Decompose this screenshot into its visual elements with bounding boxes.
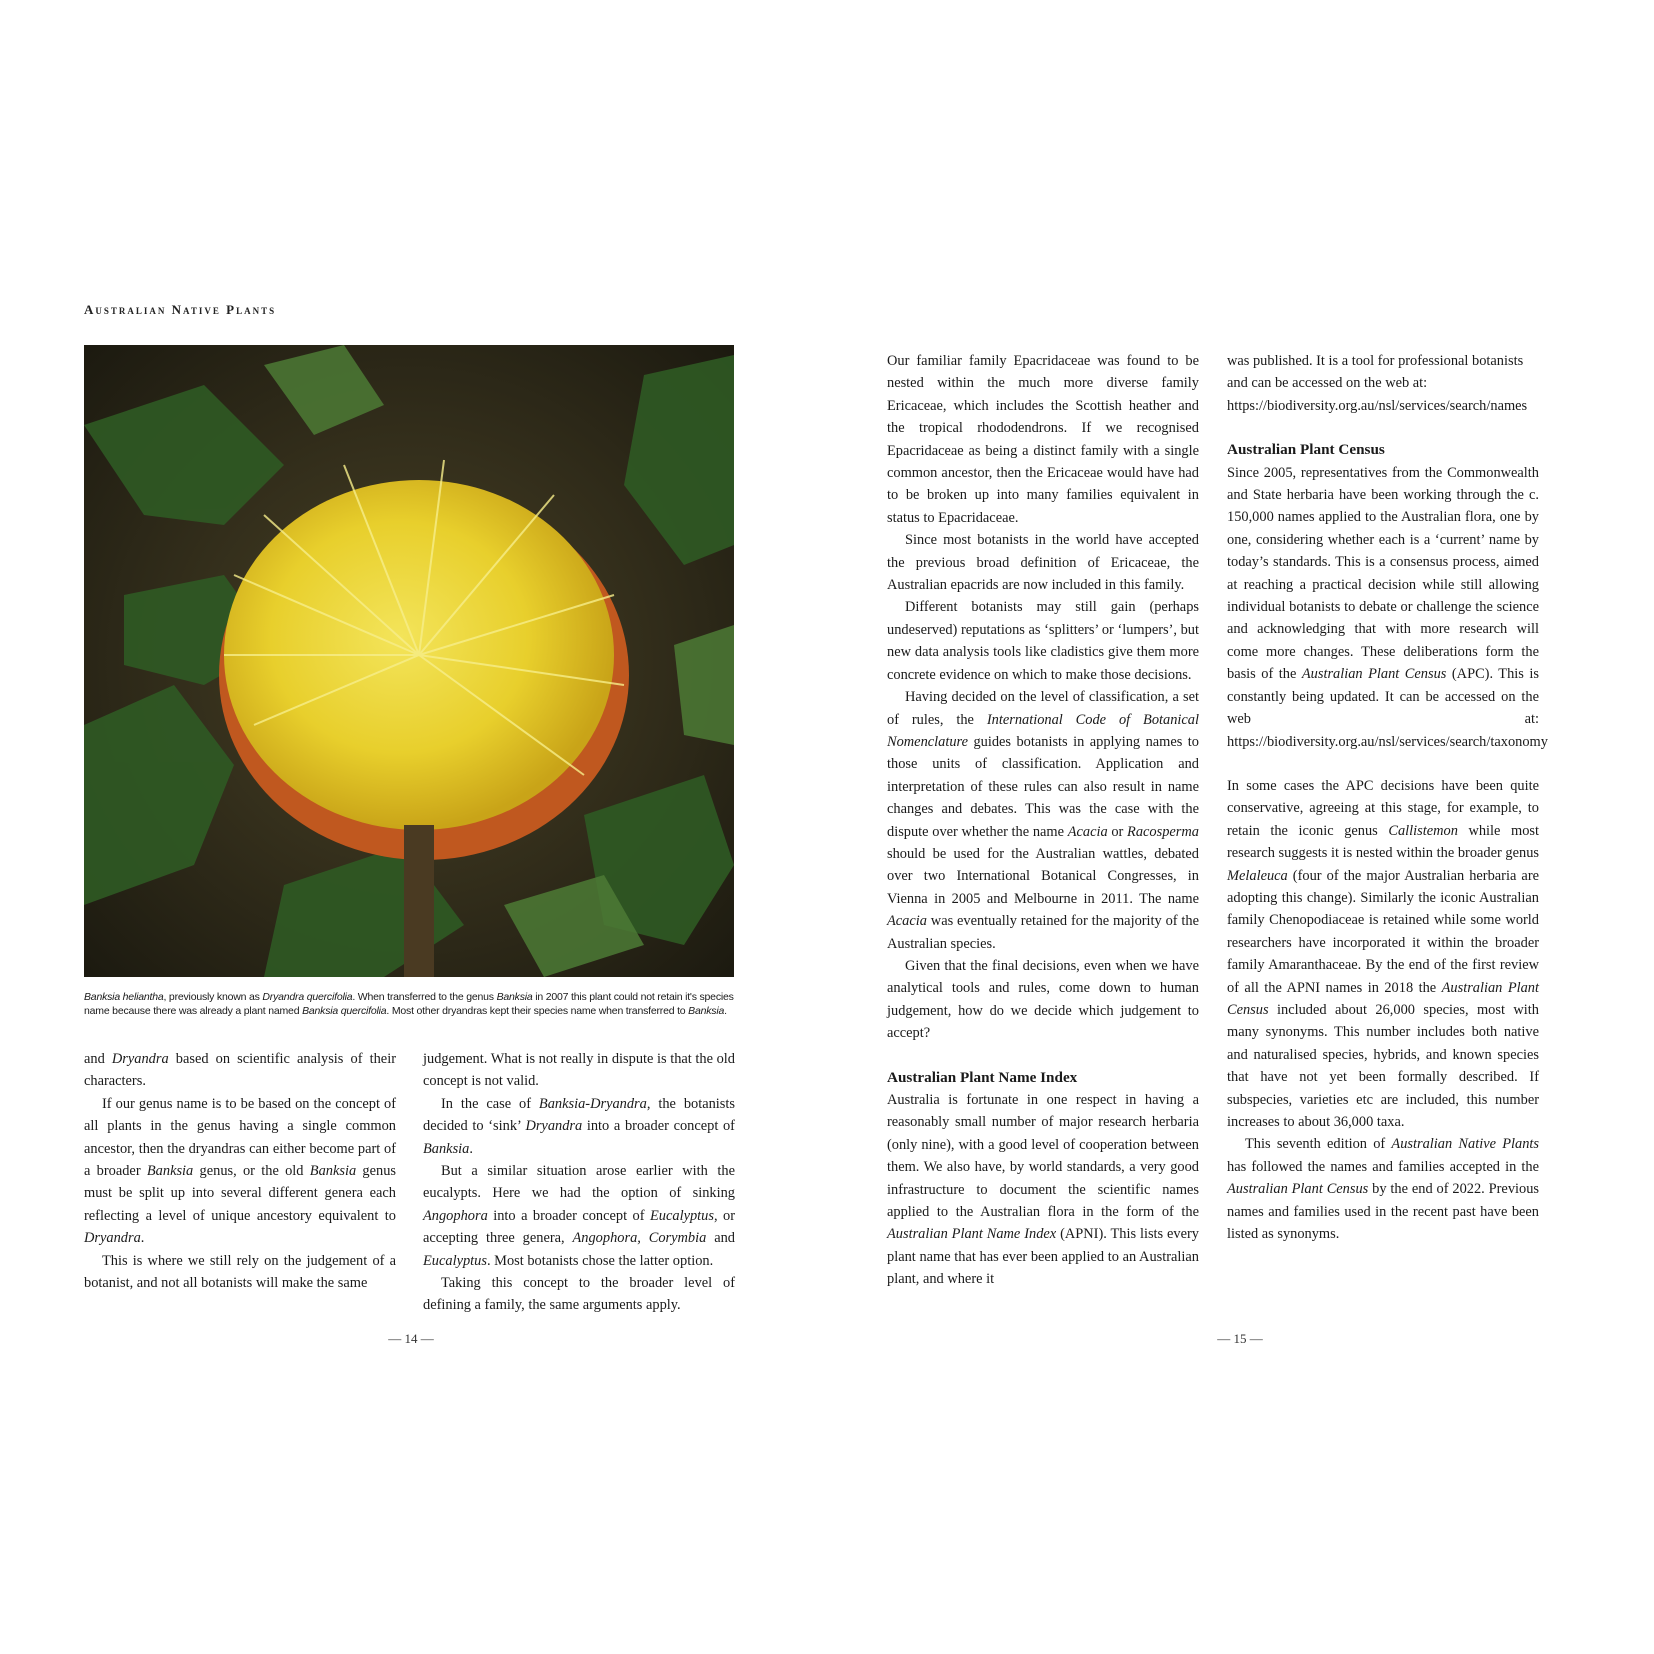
caption-genus: Banksia (688, 1005, 725, 1017)
section-heading-apni: Australian Plant Name Index (887, 1068, 1078, 1086)
right-column-2 (1227, 350, 1548, 1245)
right-column-1 (887, 350, 1199, 1291)
section-heading-apc: Australian Plant Census (1227, 441, 1385, 459)
caption-text: . (724, 1005, 727, 1017)
left-column-2 (423, 1048, 735, 1317)
paragraph: Our familiar family Epacridaceae was found to be nested within the much more diverse family Ericaceae, which includes the Scottish heather and the tropical rhododendrons. If we recognised Epacridaceae as being a distinct family with a single common ancestor, then the Ericaceae would have had to be broken up into many families equivalent in status to Epacridaceae. (887, 353, 1199, 526)
photo-caption (84, 990, 734, 1018)
caption-text: . When transferred to the genus (352, 991, 497, 1003)
caption-text: , previously known as (163, 991, 263, 1003)
paragraph: This seventh edition of Australian Native Plants has followed the names and families accepted in the Australian Plant Census by the end of 2022. Previous names and families used in the recent past have been listed as synonyms. (1227, 1136, 1540, 1243)
left-column-1 (84, 1048, 396, 1294)
paragraph: Different botanists may still gain (perhaps undeserved) reputations as ‘splitters’ or ‘lumpers’, but new data analysis tools like cladistics give them more concrete evidence on which to make those decisions. (887, 599, 1199, 683)
paragraph: In the case of Banksia-Dryandra, the botanists decided to ‘sink’ Dryandra into a broader concept of Banksia. (423, 1095, 735, 1157)
paragraph: If our genus name is to be based on the concept of all plants in the genus having a single common ancestor, then the dryandras can either become part of a broader Banksia genus, or the old Banksia genus must be split up into several different genera each reflecting a level of unique ancestory equivalent to Dryandra. (84, 1095, 397, 1247)
paragraph: This is where we still rely on the judgement of a botanist, and not all botanists will make the same (84, 1252, 396, 1292)
paragraph: Since most botanists in the world have accepted the previous broad definition of Ericaceae, the Australian epacrids are now included in this family. (887, 532, 1199, 594)
caption-name: Banksia quercifolia (302, 1005, 387, 1017)
paragraph: Australia is fortunate in one respect in having a reasonably small number of major research herbaria (only nine), with a good level of cooperation between them. We also have, by world standards, a very good infrastructure to document the scientific names applied to the Australian flora in the form of the Australian Plant Name Index (APNI). This lists every plant name that has ever been applied to an Australian plant, and where it (887, 1092, 1199, 1288)
paragraph: Since 2005, representatives from the Commonwealth and State herbaria have been working through the c. 150,000 names applied to the Australian flora, one by one, considering whether each is a ‘current’ name by today’s standards. This is a consensus process, aimed at reaching a practical decision while still allowing individual botanists to debate or challenge the science and acknowledging that with more research will come more changes. These deliberations form the basis of the Australian Plant Census (APC). This is constantly being updated. It can be accessed on the web at: https://biodiversity.org.au/nsl/services/search/taxonomy (1227, 464, 1548, 750)
right-page (827, 0, 1654, 1654)
paragraph: was published. It is a tool for professional botanists and can be accessed on the web at: https://biodiversity.org.au/nsl/services/search/names (1227, 353, 1528, 414)
paragraph: But a similar situation arose earlier with the eucalypts. Here we had the option of sinking Angophora into a broader concept of Eucalyptus, or accepting three genera, Angophora, Corymbia and Eucalyptus. Most botanists chose the latter option. (423, 1163, 735, 1269)
paragraph: Given that the final decisions, even when we have analytical tools and rules, come down to human judgement, how do we decide which judgement to accept? (887, 957, 1199, 1042)
caption-species: Banksia heliantha (84, 991, 164, 1003)
running-head: Australian Native Plants (84, 302, 277, 317)
caption-text: in 2007 this plant could not retain it's species name because there was already a plant named (84, 991, 734, 1017)
paragraph: and Dryandra based on scientific analysis of their characters. (84, 1051, 396, 1090)
banksia-photo (84, 345, 734, 977)
caption-text: . Most other dryandras kept their species name when transferred to (386, 1005, 689, 1017)
paragraph: judgement. What is not really in dispute is that the old concept is not valid. (423, 1051, 735, 1090)
paragraph: Having decided on the level of classification, a set of rules, the International Code of Botanical Nomenclature guides botanists in applying names to those units of classification. Application and interpretation of these rules can also result in name changes and debates. This was the case with the dispute over whether the name Acacia or Racosperma should be used for the Australian wattles, debated over two International Botanical Congresses, in Vienna in 2005 and Melbourne in 2011. The name Acacia was eventually retained for the majority of the Australian species. (887, 689, 1200, 952)
page-number-right: — 15 — (1217, 1331, 1263, 1346)
banksia-flower-image (84, 345, 734, 977)
caption-genus: Banksia (496, 991, 533, 1003)
paragraph: Taking this concept to the broader level of defining a family, the same arguments apply. (423, 1275, 735, 1314)
caption-old-name: Dryandra quercifolia (262, 991, 353, 1003)
page-number-left: — 14 — (388, 1331, 434, 1346)
paragraph: In some cases the APC decisions have been quite conservative, agreeing at this stage, for example, to retain the iconic genus Callistemon while most research suggests it is nested within the broader genus Melaleuca (four of the major Australian herbaria are adopting this change). Similarly the iconic Australian family Chenopodiaceae is retained while some world researchers have incorporated it within the broader family Amaranthaceae. By the end of the first review of all the APNI names in 2018 the Australian Plant Census included about 26,000 species, most with many synonyms. This number includes both native and naturalised species, hybrids, and known species that have not yet been formally described. If subspecies, varieties etc are included, this number increases to about 36,000 taxa. (1227, 777, 1539, 1130)
